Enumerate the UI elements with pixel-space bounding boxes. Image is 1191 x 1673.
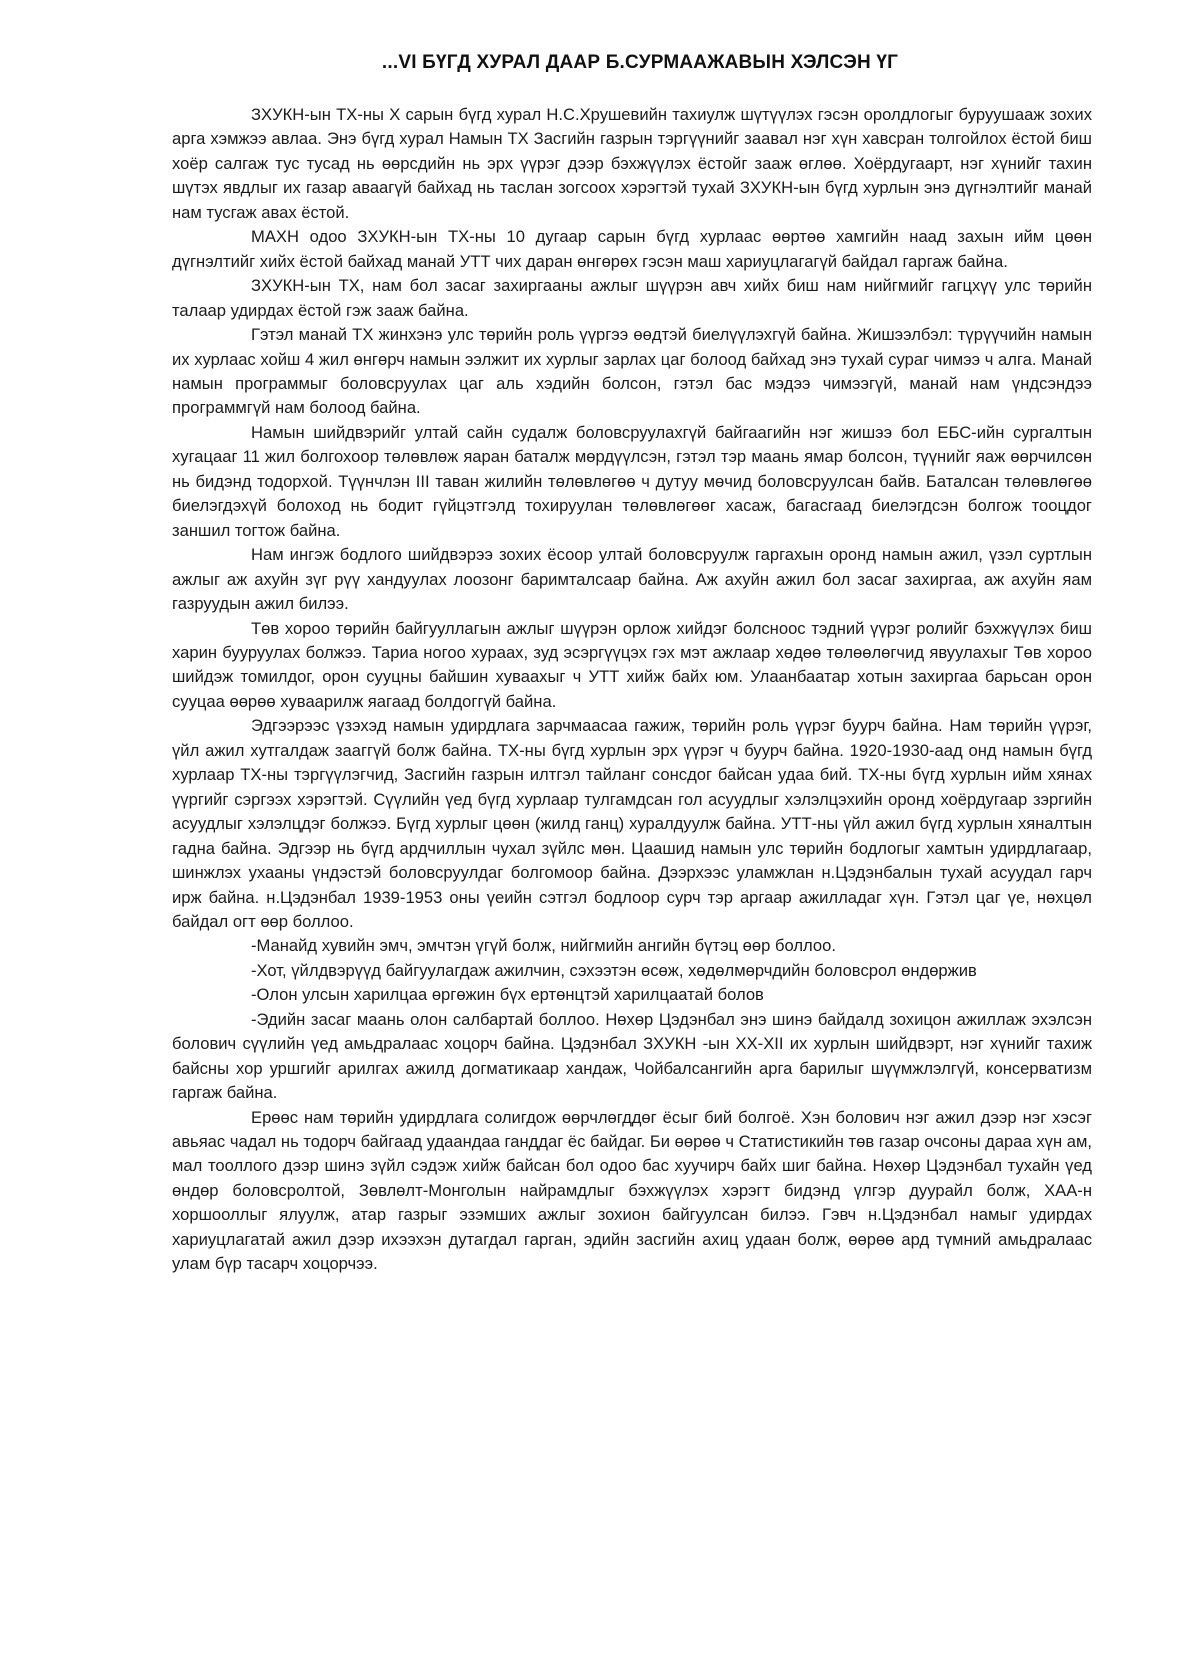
paragraph: Гэтэл манай ТХ жинхэнэ улс төрийн роль үүргээ өөдтэй биелүүлэхгүй байна. Жишээлбэл: түрүүчийн намын их хурлаас хойш 4 жил өнгөрч намын ээлжит их хурлыг зарлах цаг болоод байхад энэ тухай сураг чимээ ч алга. Манай намын программыг боловсруулах цаг аль хэдийн болсон, гэтэл бас мэдээ чимээгүй, манай нам үндсэндээ программгүй нам болоод байна.	[172, 325, 1092, 418]
paragraph: ЗХУКН-ын ТХ-ны X сарын бүгд хурал Н.С.Хрушевийн тахиулж шүтүүлэх гэсэн оролдлогыг буруушааж зохих арга хэмжээ авлаа. Энэ бүгд хурал Намын ТХ Засгийн газрын тэргүүнийг заавал нэг хүн хавсран толгойлох ёстой биш хоёр салгаж тус тусад нь өөрсдийн нь эрх үүрэг дээр бэхжүүлэх ёстойг зааж өглөө. Хоёрдугаарт, нэг хүнийг тахин шүтэх явдлыг их газар аваагүй байхад нь таслан зогсоох хэрэгтэй тухай ЗХУКН-ын бүгд хурлын энэ дүгнэлтийг манай нам тусгаж авах ёстой.	[172, 105, 1092, 222]
document-title: ...VI БҮГД ХУРАЛ ДААР Б.СУРМААЖАВЫН ХЭЛСЭН ҮГ	[381, 52, 899, 73]
list-item: -Эдийн засаг маань олон салбартай боллоо. Нөхөр Цэдэнбал энэ шинэ байдалд зохицон ажиллаж эхэлсэн болович сүүлийн үед амьдралаас хоцорч байна. Цэдэнбал ЗХУКН -ын XX-XII их хурлын шийдвэрт, нэг хүнийг тахиж байсны хор уршгийг арилгах ажилд догматикаар хандаж, Чойбалсангийн арга барилыг шүүмжлэлгүй, консерватизм гаргаж байна.	[172, 1009, 1092, 1103]
paragraph: Төв хороо төрийн байгууллагын ажлыг шүүрэн орлож хийдэг болсноос тэдний үүрэг ролийг бэхжүүлэх биш харин бууруулах болжээ. Тариа ногоо хураах, зуд эсэргүүцэх гэх мэт ажлаар хөдөө төлөөлөгчид явуулахыг Төв хороо шийдэж томилдог, орон сууцны байшин хуваахыг ч УТТ хийж байх юм. Улаанбаатар хотын захиргаа барьсан орон сууцаа өөрөө хуваарилж яагаад болдоггүй байна.	[172, 618, 1092, 711]
document-body	[172, 103, 1092, 1277]
list-item: -Манайд хувийн эмч, эмчтэн үгүй болж, нийгмийн ангийн бүтэц өөр боллоо.	[251, 936, 836, 956]
paragraph: МАХН одоо ЗХУКН-ын ТХ-ны 10 дугаар сарын бүгд хурлаас өөртөө хамгийн наад захын ийм цөөн дүгнэлтийг хийх ёстой байхад манай УТТ чих даран өнгөрөх гэсэн маш хариуцлагагүй байдал гаргаж байна.	[172, 227, 1092, 271]
paragraph: Намын шийдвэрийг ултай сайн судалж боловсруулахгүй байгаагийн нэг жишээ бол ЕБС-ийн сургалтын хугацааг 11 жил болгохоор төлөвлөж яаран баталж мөрдүүлсэн, гэтэл тэр маань ямар болсон, түүнийг яаж өөрчилсөн нь бидэнд тодорхой. Түүнчлэн III таван жилийн төлөвлөгөө ч дутуу мөчид боловсруулсан байв. Баталсан төлөвлөгөө биелэгдэхүй болоход нь бодит гүйцэтгэлд тохируулан төлөвлөгөөг хасаж, багасгаад биелэгдсэн болгож тооцдог заншил тогтож байна.	[172, 422, 1092, 540]
list-item: -Хот, үйлдвэрүүд байгуулагдаж ажилчин, сэхээтэн өсөж, хөдөлмөрчдийн боловсрол өндөржив	[251, 960, 977, 980]
paragraph: ЗХУКН-ын ТХ, нам бол засаг захиргааны ажлыг шүүрэн авч хийх биш нам нийгмийг гагцхүү улс төрийн талаар удирдах ёстой гэж зааж байна.	[172, 276, 1092, 320]
paragraph: Ерөөс нам төрийн удирдлага солигдож өөрчлөгддөг ёсыг бий болгоё. Хэн болович нэг ажил дээр нэг хэсэг авьяас чадал нь тодорч байгаад удаандаа ганддаг ёс байдаг. Би өөрөө ч Статистикийн төв газар очсоны дараа хүн ам, мал тооллого дээр шинэ зүйл сэдэж хийж байсан бол одоо бас хуучирч байх шиг байна. Нөхөр Цэдэнбал тухайн үед өндөр боловсролтой, Зөвлөлт-Монголын найрамдлыг бэхжүүлэх хэрэгт бидэнд үлгэр дуурайл болж, ХАА-н хоршооллыг ялуулж, атар газрыг эзэмших ажлыг зохион байгуулсан билээ. Гэвч н.Цэдэнбал намыг удирдах хариуцлагатай ажил дээр ихээхэн дутагдал гарган, эдийн засгийн ахиц удаан болж, өөрөө ард түмний амьдралаас улам бүр тасарч хоцорчээ.	[172, 1107, 1092, 1274]
paragraph: Нам ингэж бодлого шийдвэрээ зохих ёсоор ултай боловсруулж гаргахын оронд намын ажил, үзэл суртлын ажлыг аж ахуйн зүг рүү хандуулах лоозонг баримталсаар байна. Аж ахуйн ажил бол засаг захиргаа, аж ахуйн яам газруудын ажил билээ.	[172, 545, 1092, 614]
paragraph: Эдгээрээс үзэхэд намын удирдлага зарчмаасаа гажиж, төрийн роль үүрэг буурч байна. Нам төрийн үүрэг, үйл ажил хутгалдаж зааггүй болж байна. ТХ-ны бүгд хурлын эрх үүрэг ч буурч байна. 1920-1930-аад онд намын бүгд хурлаар ТХ-ны тэргүүлэгчид, Засгийн газрын илтгэл тайланг сонсдог байсан удаа бий. ТХ-ны бүгд хурлын ийм хянах үүргийг сэргээх хэрэгтэй. Сүүлийн үед бүгд хурлаар тулгамдсан гол асуудлыг хэлэлцэхийн оронд хоёрдугаар зэргийн асуудлыг хэлэлцдэг болжээ. Бүгд хурлыг цөөн (жилд ганц) хуралдуулж байна. УТТ-ны үйл ажил бүгд хурлын хяналтын гадна байна. Эдгээр нь бүгд ардчиллын чухал зүйлс мөн. Цаашид намын улс төрийн бодлогыг хамтын удирдлагаар, шинжлэх ухааны үндэстэй боловсруулдаг болгомоор байна. Дээрхээс уламжлан н.Цэдэнбалын тухай асуудал гарч ирж байна. н.Цэдэнбал 1939-1953 оны үеийн сэтгэл бодлоор сурч тэр аргаар ажилладаг хүн. Гэтэл цаг үе, нөхцөл байдал огт өөр боллоо.	[172, 716, 1092, 931]
list-item: -Олон улсын харилцаа өргөжин бүх ертөнцтэй харилцаатай болов	[251, 985, 764, 1005]
